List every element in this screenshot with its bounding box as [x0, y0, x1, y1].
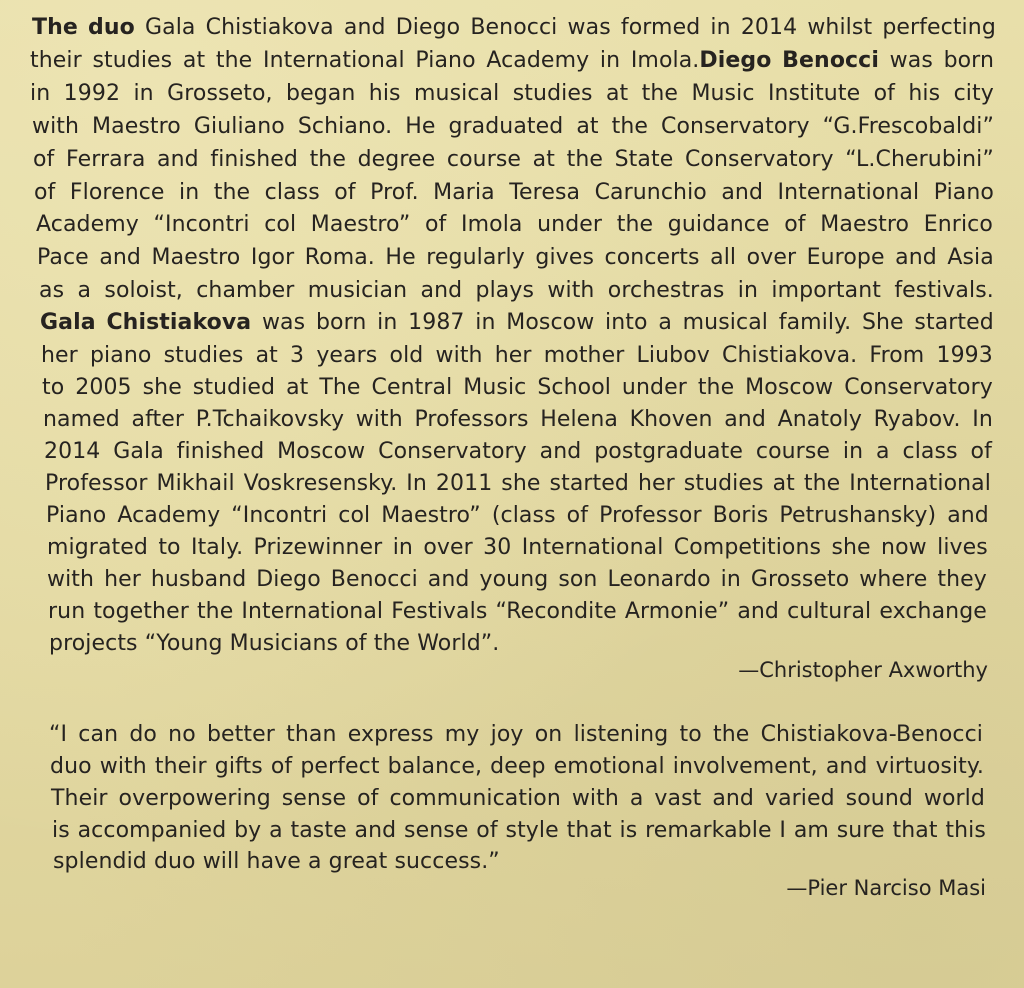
biography-line: The duo Gala Chistiakova and Diego Benocci was formed in 2014 whilst perfecting — [32, 15, 996, 40]
quote-attribution: —Pier Narciso Masi — [786, 876, 986, 900]
biography-line: Gala Chistiakova was born in 1987 in Moscow into a musical family. She started — [40, 310, 994, 335]
quote-line: duo with their gifts of perfect balance, deep emotional involvement, and virtuosity. — [50, 754, 984, 779]
biography-attribution: —Christopher Axworthy — [738, 658, 988, 682]
biography-line: Piano Academy “Incontri col Maestro” (class of Professor Boris Petrushansky) and — [46, 503, 989, 528]
biography-line: Academy “Incontri col Maestro” of Imola under the guidance of Maestro Enrico — [36, 212, 993, 237]
biography-line: with Maestro Giuliano Schiano. He graduated at the Conservatory “G.Frescobaldi” — [32, 114, 994, 139]
biography-line: her piano studies at 3 years old with her mother Liubov Chistiakova. From 1993 — [41, 343, 993, 368]
biography-line: their studies at the International Piano Academy in Imola.Diego Benocci was born — [30, 48, 994, 73]
biography-line: 2014 Gala finished Moscow Conservatory and postgraduate course in a class of — [44, 439, 992, 464]
biography-line: as a soloist, chamber musician and plays with orchestras in important festivals. — [39, 278, 994, 303]
quote-line: Their overpowering sense of communication with a vast and varied sound world — [51, 786, 985, 811]
quote-line: splendid duo will have a great success.” — [53, 849, 500, 874]
quote-line: “I can do no better than express my joy on listening to the Chistiakova-Benocci — [49, 722, 983, 747]
quote-line: is accompanied by a taste and sense of style that is remarkable I am sure that this — [52, 818, 986, 843]
biography-line: with her husband Diego Benocci and young son Leonardo in Grosseto where they — [47, 567, 987, 592]
biography-line: of Florence in the class of Prof. Maria Teresa Carunchio and International Piano — [34, 180, 994, 205]
biography-line: named after P.Tchaikovsky with Professors Helena Khoven and Anatoly Ryabov. In — [43, 407, 993, 432]
biography-line: migrated to Italy. Prizewinner in over 30 International Competitions she now lives — [47, 535, 988, 560]
biography-line: projects “Young Musicians of the World”. — [49, 631, 500, 656]
biography-line: run together the International Festivals “Recondite Armonie” and cultural exchange — [48, 599, 987, 624]
biography-line: to 2005 she studied at The Central Music School under the Moscow Conservatory — [42, 375, 993, 400]
biography-line: in 1992 in Grosseto, began his musical studies at the Music Institute of his city — [30, 81, 994, 106]
biography-line: Pace and Maestro Igor Roma. He regularly gives concerts all over Europe and Asia — [37, 245, 994, 270]
biography-line: of Ferrara and finished the degree course at the State Conservatory “L.Cherubini” — [33, 147, 994, 172]
biography-line: Professor Mikhail Voskresensky. In 2011 she started her studies at the International — [45, 471, 991, 496]
